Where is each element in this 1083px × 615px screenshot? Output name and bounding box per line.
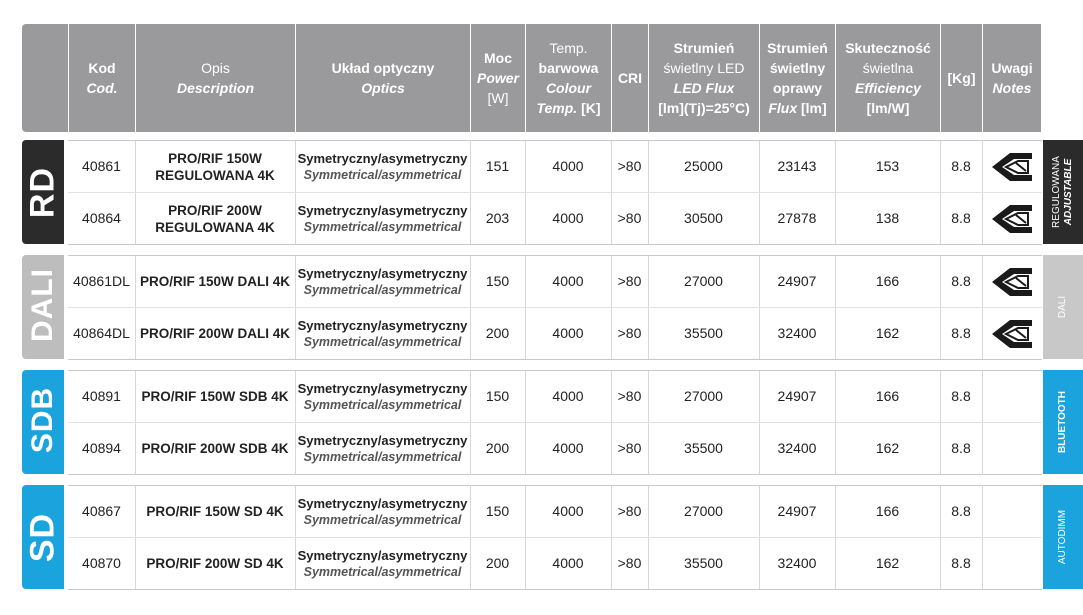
optics-pl: Symetryczny/asymetryczny [297, 202, 468, 218]
header-uwagi-label: Uwagi [991, 60, 1033, 76]
header-temp-unit: [K] [581, 100, 601, 116]
cell-kg: 8.8 [951, 440, 971, 456]
description-wrap [146, 503, 283, 520]
header-skut-2: świetlna [862, 60, 914, 76]
header-skut-1: Skuteczność [845, 40, 931, 56]
header-temp-en1: Colour [545, 80, 592, 96]
cell-flux: 24907 [777, 503, 817, 519]
optics-pl: Symetryczny/asymetryczny [297, 317, 468, 333]
description-line-1: PRO/RIF 150W DALI 4K [139, 274, 291, 289]
cell-flux-led: 27000 [684, 503, 723, 519]
optics [295, 141, 470, 192]
cell-kod: 40891 [82, 388, 121, 404]
cell-flux: 32400 [777, 555, 817, 571]
optics-en: Symmetrical/asymmetrical [303, 449, 462, 464]
header-strumien-oprawy [759, 24, 835, 132]
optics-pl: Symetryczny/asymetryczny [297, 150, 468, 166]
cell-kg: 8.8 [951, 555, 971, 571]
product-description [135, 256, 295, 307]
note-rd [1043, 140, 1083, 244]
header-temp-1: Temp. [549, 40, 588, 56]
description-line-1: PRO/RIF 200W SDB 4K [141, 441, 289, 456]
note-dali-text: DALI [1056, 295, 1068, 319]
header-strumop-unit: [lm] [801, 100, 827, 116]
product-description [135, 141, 295, 192]
cell-flux-led: 35500 [684, 555, 723, 571]
header-cri [611, 24, 648, 132]
header-kod-en: Cod. [86, 80, 118, 96]
notes-cell [982, 256, 1041, 307]
header-strum-1: Strumień [673, 40, 735, 56]
description-wrap [155, 202, 275, 236]
optics [295, 308, 470, 359]
header-opis-en: Description [176, 80, 254, 96]
enec-certification-icon [990, 203, 1034, 235]
notes-cell [982, 538, 1041, 589]
description-line-1: PRO/RIF 150W SDB 4K [141, 389, 289, 404]
cell-temp: 4000 [552, 388, 584, 404]
header-strumop-3: oprawy [772, 80, 822, 96]
header-strumop-1: Strumień [767, 40, 828, 56]
cell-eff: 166 [875, 273, 900, 289]
optics [295, 256, 470, 307]
cell-cri: >80 [617, 388, 642, 404]
enec-certification-icon [990, 151, 1034, 183]
description-line-1: PRO/RIF 200W [168, 202, 262, 218]
note-sd [1043, 485, 1083, 589]
optics-en: Symmetrical/asymmetrical [303, 512, 462, 527]
enec-certification-icon [990, 266, 1034, 298]
notes-cell [982, 423, 1041, 474]
product-description [135, 193, 295, 244]
description-line-1: PRO/RIF 200W SD 4K [146, 556, 284, 571]
row-separator [68, 244, 1042, 245]
optics [295, 538, 470, 589]
header-temp [525, 24, 611, 132]
cell-kod: 40864 [82, 210, 121, 226]
optics [295, 423, 470, 474]
group-label-rd: RD [23, 166, 62, 219]
header-moc [470, 24, 525, 132]
cell-flux: 32400 [777, 325, 817, 341]
row-separator [68, 589, 1042, 590]
optics-wrap [298, 202, 468, 236]
optics-pl: Symetryczny/asymetryczny [297, 380, 468, 396]
header-cri-label: CRI [617, 70, 643, 86]
cell-cri: >80 [617, 440, 642, 456]
header-uklad-en: Optics [361, 80, 405, 96]
note-sdb-text: BLUETOOTH [1057, 390, 1069, 454]
header-strumop-2: świetlny [769, 60, 826, 76]
header-uklad-label: Układ optyczny [331, 60, 435, 76]
cell-moc: 150 [485, 273, 510, 289]
header-strum-en: LED Flux [673, 80, 735, 96]
cell-moc: 200 [485, 555, 510, 571]
header-kod [68, 24, 135, 132]
cell-kg: 8.8 [951, 388, 971, 404]
optics-en: Symmetrical/asymmetrical [303, 564, 462, 579]
description-wrap [141, 440, 288, 457]
cell-flux: 23143 [777, 158, 817, 174]
cell-temp: 4000 [552, 325, 584, 341]
cell-kg: 8.8 [951, 503, 971, 519]
header-uwagi-en: Notes [992, 80, 1032, 96]
header-skut-en: Efficiency [855, 80, 921, 96]
header-temp-2: barwowa [538, 60, 599, 76]
notes-cell [982, 193, 1041, 244]
cell-kod: 40861 [82, 158, 121, 174]
header-skut-unit: [lm/W] [866, 100, 910, 116]
note-sd-text: AUTODIMM [1057, 509, 1069, 565]
cell-kg: 8.8 [951, 273, 971, 289]
note-rd-text [1051, 156, 1075, 228]
header-moc-unit: [W] [487, 90, 509, 106]
cell-flux: 27878 [777, 210, 817, 226]
description-line-1: PRO/RIF 200W DALI 4K [139, 326, 291, 341]
description-wrap [140, 325, 290, 342]
cell-kod: 40864DL [73, 325, 130, 341]
optics-en: Symmetrical/asymmetrical [303, 167, 462, 182]
note-rd-pl: REGULOWANA [1051, 156, 1062, 228]
header-strum-2: świetlny LED [663, 60, 745, 76]
row-separator [68, 359, 1042, 360]
cell-eff: 162 [875, 555, 900, 571]
description-wrap [146, 555, 283, 572]
cell-cri: >80 [617, 210, 642, 226]
cell-kod: 40867 [82, 503, 121, 519]
optics-wrap [298, 495, 468, 529]
note-rd-en: ADJUSTABLE [1063, 158, 1074, 226]
cell-flux-led: 35500 [684, 325, 723, 341]
cell-moc: 151 [485, 158, 510, 174]
cell-temp: 4000 [552, 440, 584, 456]
cell-temp: 4000 [552, 503, 584, 519]
cell-kg: 8.8 [951, 210, 971, 226]
cell-eff: 166 [875, 388, 900, 404]
cell-eff: 138 [875, 210, 900, 226]
header-strum-unit: [lm](Tj)=25°C) [658, 100, 750, 116]
optics-pl: Symetryczny/asymetryczny [297, 547, 468, 563]
cell-temp: 4000 [552, 273, 584, 289]
description-wrap [141, 388, 288, 405]
optics-en: Symmetrical/asymmetrical [303, 334, 462, 349]
cell-kg: 8.8 [951, 325, 971, 341]
description-line-2: REGULOWANA 4K [155, 167, 275, 183]
cell-flux-led: 25000 [684, 158, 723, 174]
group-label-sdb: SDB [26, 386, 59, 454]
cell-moc: 200 [485, 440, 510, 456]
cell-cri: >80 [617, 555, 642, 571]
optics-pl: Symetryczny/asymetryczny [297, 265, 468, 281]
cell-moc: 200 [485, 325, 510, 341]
cell-flux: 24907 [777, 388, 817, 404]
header-skutecznosc [835, 24, 940, 132]
cell-kod: 40870 [82, 555, 121, 571]
description-line-1: PRO/RIF 150W SD 4K [146, 504, 284, 519]
product-description [135, 371, 295, 422]
header-opis [135, 24, 295, 132]
cell-flux-led: 27000 [684, 388, 723, 404]
product-description [135, 486, 295, 537]
optics-pl: Symetryczny/asymetryczny [297, 432, 468, 448]
cell-temp: 4000 [552, 210, 584, 226]
cell-cri: >80 [617, 325, 642, 341]
cell-eff: 166 [875, 503, 900, 519]
header-kod-label: Kod [88, 60, 116, 76]
cell-flux-led: 27000 [684, 273, 723, 289]
optics-wrap [298, 265, 468, 299]
cell-flux-led: 35500 [684, 440, 723, 456]
header-uwagi [982, 24, 1041, 132]
header-temp-en2: Temp. [536, 100, 578, 116]
optics-en: Symmetrical/asymmetrical [303, 219, 462, 234]
cell-moc: 150 [485, 503, 510, 519]
header-uklad [295, 24, 470, 132]
cell-eff: 162 [875, 440, 900, 456]
notes-cell [982, 371, 1041, 422]
optics-pl: Symetryczny/asymetryczny [297, 495, 468, 511]
cell-eff: 162 [875, 325, 900, 341]
optics [295, 193, 470, 244]
product-description [135, 423, 295, 474]
notes-cell [982, 141, 1041, 192]
header-moc-en: Power [476, 70, 519, 86]
header-kg [940, 24, 982, 132]
description-line-1: PRO/RIF 150W [168, 150, 262, 166]
optics-wrap [298, 547, 468, 581]
notes-cell [982, 486, 1041, 537]
optics-wrap [298, 150, 468, 184]
note-dali [1043, 255, 1083, 359]
cell-moc: 203 [485, 210, 510, 226]
cell-kod: 40861DL [73, 273, 130, 289]
header-strumien-led [648, 24, 759, 132]
optics [295, 486, 470, 537]
optics-en: Symmetrical/asymmetrical [303, 397, 462, 412]
enec-certification-icon [990, 318, 1034, 350]
cell-temp: 4000 [552, 555, 584, 571]
note-sdb [1043, 370, 1083, 474]
description-wrap [140, 273, 290, 290]
cell-cri: >80 [617, 273, 642, 289]
optics-wrap [298, 380, 468, 414]
optics-wrap [298, 317, 468, 351]
cell-flux: 32400 [777, 440, 817, 456]
cell-flux-led: 30500 [684, 210, 723, 226]
product-description [135, 308, 295, 359]
cell-eff: 153 [875, 158, 900, 174]
header-opis-label: Opis [201, 60, 230, 76]
optics-en: Symmetrical/asymmetrical [303, 282, 462, 297]
group-label-sd: SD [23, 512, 62, 563]
notes-cell [982, 308, 1041, 359]
description-wrap [155, 150, 275, 184]
cell-kod: 40894 [82, 440, 121, 456]
header-moc-label: Moc [483, 50, 512, 66]
cell-moc: 150 [485, 388, 510, 404]
optics-wrap [298, 432, 468, 466]
header-kg-label: [Kg] [947, 70, 976, 86]
cell-kg: 8.8 [951, 158, 971, 174]
group-label-dali: DALI [26, 268, 59, 342]
cell-temp: 4000 [552, 158, 584, 174]
cell-cri: >80 [617, 158, 642, 174]
header-corner [22, 24, 68, 132]
row-separator [68, 474, 1042, 475]
description-line-2: REGULOWANA 4K [155, 219, 275, 235]
optics [295, 371, 470, 422]
product-description [135, 538, 295, 589]
cell-cri: >80 [617, 503, 642, 519]
header-strumop-en: Flux [768, 100, 798, 116]
cell-flux: 24907 [777, 273, 817, 289]
